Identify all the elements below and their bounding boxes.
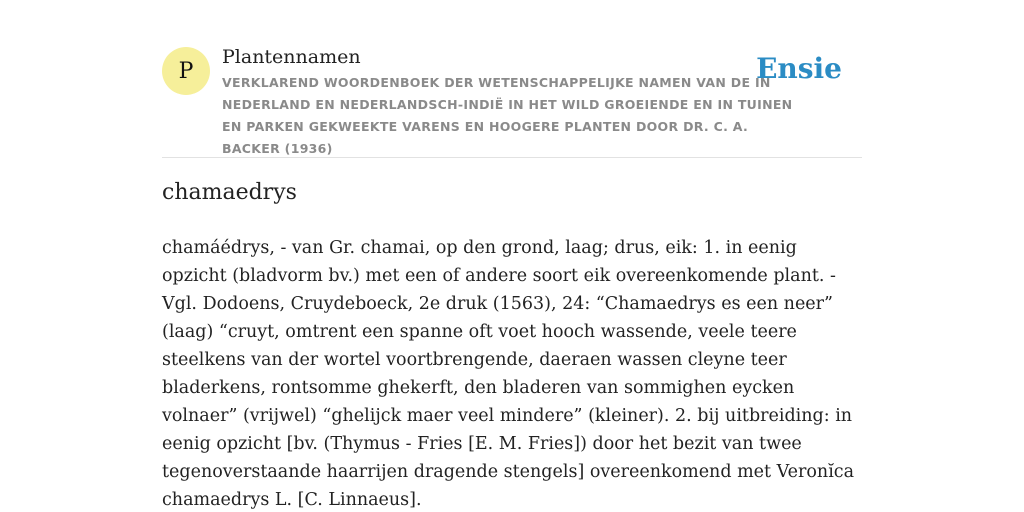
source-header [162,44,862,158]
source-subtitle: VERKLAREND WOORDENBOEK DER WETENSCHAPPELIJKE NAMEN VAN DE IN NEDERLAND EN NEDERLANDSCH-INDIË IN HET WILD GROEIENDE EN IN TUINEN EN PARKEN GEKWEEKTE VARENS EN HOOGERE PLANTEN DOOR DR. C. A. BACKER (1936) [222,75,793,156]
source-name[interactable]: Plantennamen [222,46,361,68]
entry-definition: chamáédrys, - van Gr. chamai, op den grond, laag; drus, eik: 1. in eenig opzicht (bladvorm bv.) met een of andere soort eik overeenkomende plant. - Vgl. Dodoens, Cruydeboeck, 2e druk (1563), 24: “Chamaedrys es een neer” (laag) “cruyt, omtrent een spanne oft voet hooch wassende, veele teere steelkens van der wortel voortbrengende, daeraen wassen cleyne teer bladerkens, rontsomme ghekerft, den bladeren van sommighen eycken volnaer” (vrijwel) “ghelijck maer veel mindere” (kleiner). 2. bij uitbreiding: in eenig opzicht [bv. (Thymus - Fries [E. M. Fries]) door het bezit van twee tegenoverstaande haarrijen dragende stengels] overeenkomend met Veronĭca chamaedrys L. [C. Linnaeus]. [162,238,855,510]
ensie-logo[interactable]: Ensie [756,52,842,85]
entry-headword: chamaedrys [162,180,297,205]
avatar-letter: P [178,58,194,84]
source-avatar[interactable] [162,47,210,95]
